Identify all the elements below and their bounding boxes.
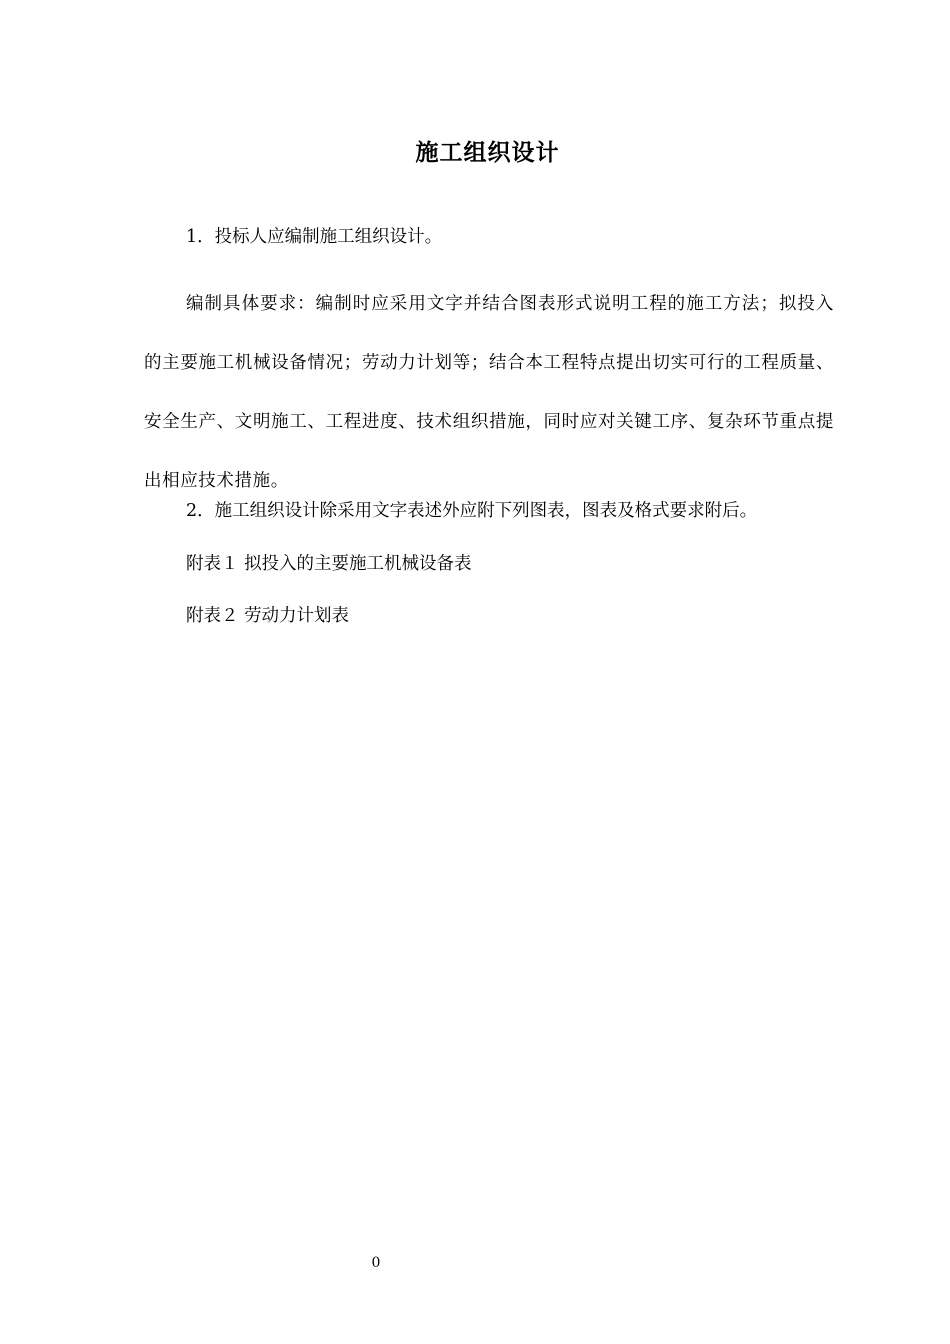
paragraph-requirement-2: 2．施工组织设计除采用文字表述外应附下列图表，图表及格式要求附后。 bbox=[186, 501, 758, 521]
page-title: 施工组织设计 bbox=[415, 140, 560, 166]
page-number: 0 bbox=[371, 1255, 381, 1271]
appendix-table-1: 附表１ 拟投入的主要施工机械设备表 bbox=[186, 554, 472, 574]
paragraph-specific-requirements: 编制具体要求：编制时应采用文字并结合图表形式说明工程的施工方法；拟投入的主要施工机械设备情况；劳动力计划等；结合本工程特点提出切实可行的工程质量、安全生产、文明施工、工程进度、技术组织措施，同时应对关键工序、复杂环节重点提出相应技术措施。 bbox=[144, 294, 834, 491]
paragraph-requirement-1: 1．投标人应编制施工组织设计。 bbox=[186, 227, 443, 247]
appendix-table-2: 附表２ 劳动力计划表 bbox=[186, 606, 350, 626]
